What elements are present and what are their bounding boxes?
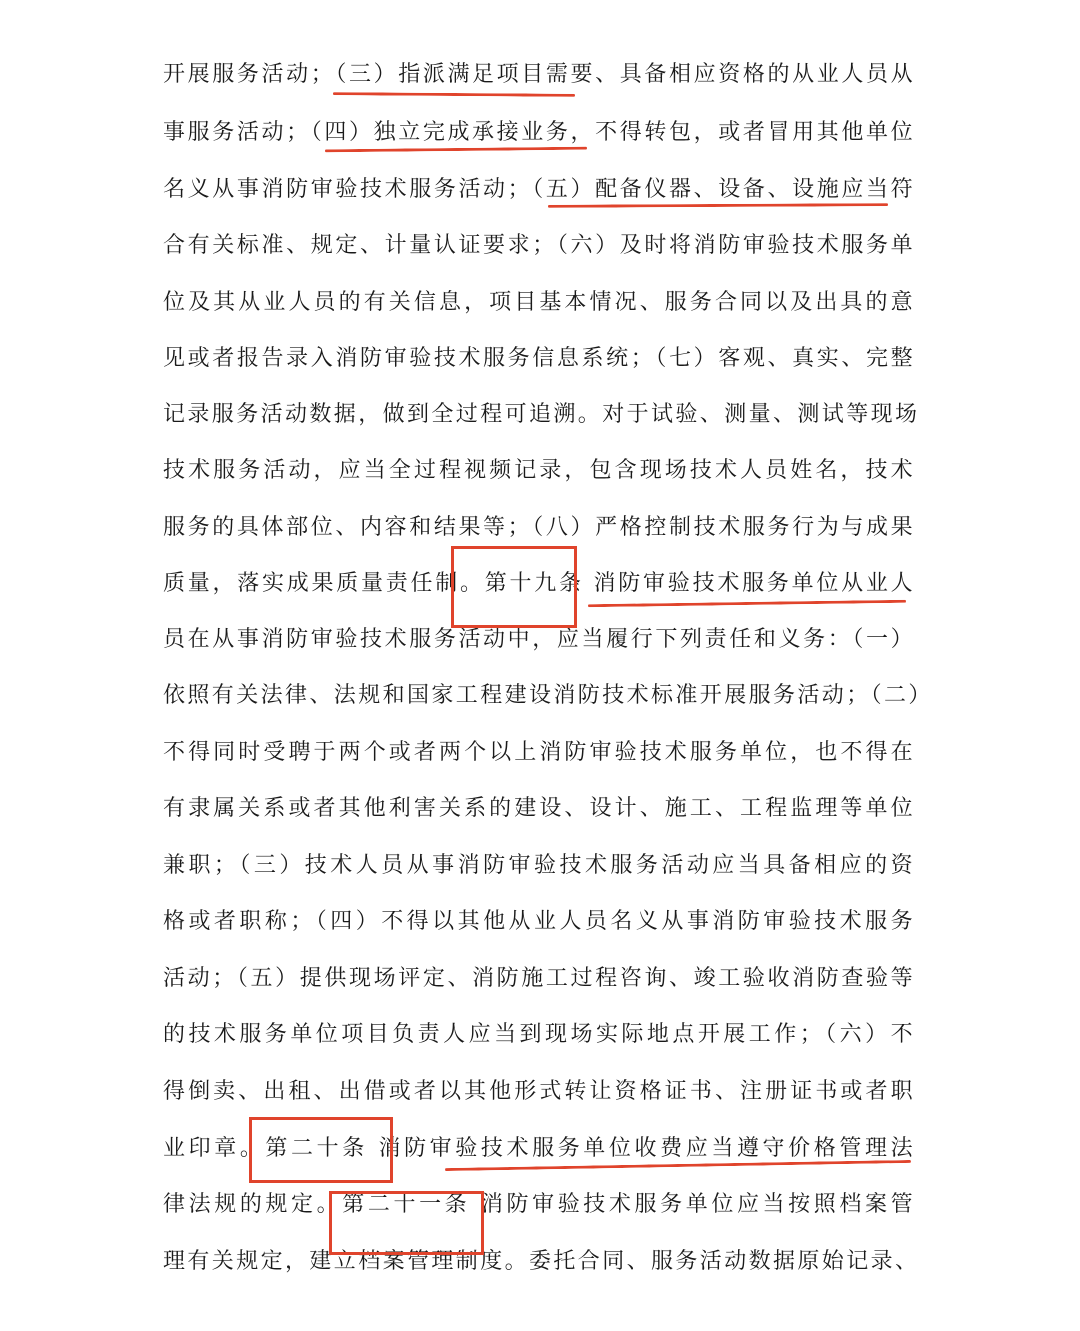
text-line: 记录服务活动数据，做到全过程可追溯。对于试验、测量、测试等现场 [163,402,920,427]
text-line: 见或者报告录入消防审验技术服务信息系统；（七）客观、真实、完整 [163,346,915,371]
red-box-mark [249,1117,393,1183]
red-box-mark [451,546,577,628]
text-line: 理有关规定，建立档案管理制度。委托合同、服务活动数据原始记录、 [163,1249,920,1274]
text-line: 格或者职称；（四）不得以其他从业人员名义从事消防审验技术服务 [163,909,915,934]
text-line: 得倒卖、出租、出借或者以其他形式转让资格证书、注册证书或者职 [163,1079,915,1104]
text-line: 业印章。第二十条 消防审验技术服务单位收费应当遵守价格管理法 [163,1136,915,1161]
text-line: 的技术服务单位项目负责人应当到现场实际地点开展工作；（六）不 [163,1022,915,1047]
text-line: 兼职；（三）技术人员从事消防审验技术服务活动应当具备相应的资 [163,853,915,878]
red-box-mark [329,1191,484,1255]
text-line: 员在从事消防审验技术服务活动中，应当履行下列责任和义务：（一） [163,627,915,652]
text-line: 活动；（五）提供现场评定、消防施工过程咨询、竣工验收消防查验等 [163,966,915,991]
text-line: 质量，落实成果质量责任制。第十九条 消防审验技术服务单位从业人 [163,571,915,596]
red-underline-mark [333,92,575,97]
text-line: 有隶属关系或者其他利害关系的建设、设计、施工、工程监理等单位 [163,796,915,821]
text-line: 位及其从业人员的有关信息，项目基本情况、服务合同以及出具的意 [163,290,915,315]
text-line: 开展服务活动；（三）指派满足项目需要、具备相应资格的从业人员从 [163,62,915,87]
text-line: 律法规的规定。第二十一条 消防审验技术服务单位应当按照档案管 [163,1192,915,1217]
text-line: 技术服务活动，应当全过程视频记录，包含现场技术人员姓名，技术 [163,458,915,483]
text-line: 合有关标准、规定、计量认证要求；（六）及时将消防审验技术服务单 [163,233,915,258]
text-line: 服务的具体部位、内容和结果等；（八）严格控制技术服务行为与成果 [163,515,915,540]
text-line: 不得同时受聘于两个或者两个以上消防审验技术服务单位，也不得在 [163,740,915,765]
text-line: 名义从事消防审验技术服务活动；（五）配备仪器、设备、设施应当符 [163,177,915,202]
text-line: 事服务活动；（四）独立完成承接业务，不得转包，或者冒用其他单位 [163,120,915,145]
text-line: 依照有关法律、法规和国家工程建设消防技术标准开展服务活动；（二） [163,683,933,708]
